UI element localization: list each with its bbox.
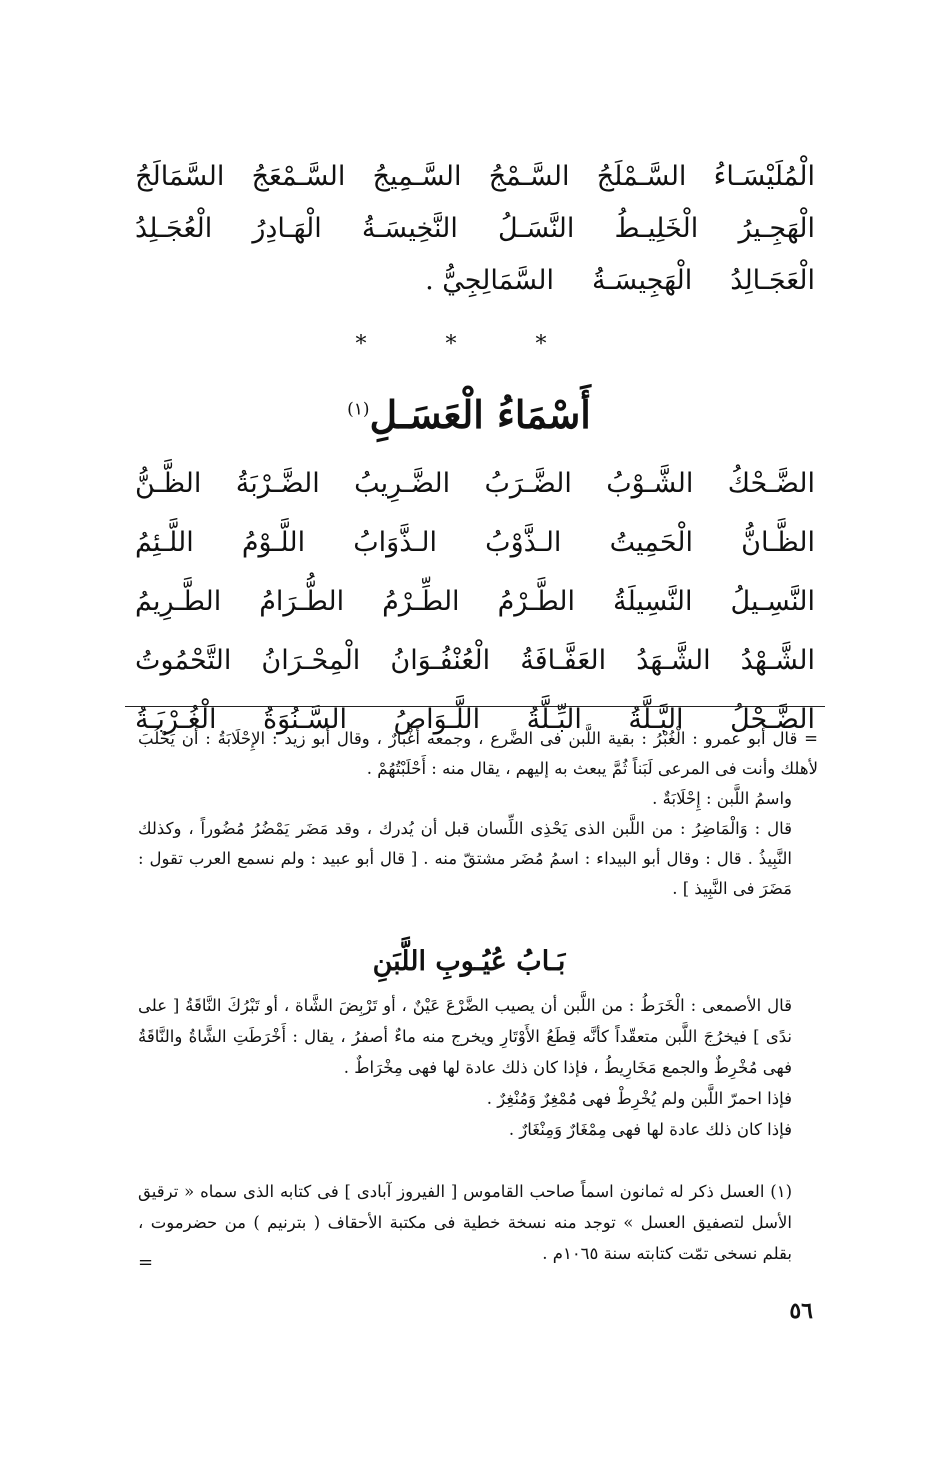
word: السَّـمِيجُ [372,160,462,192]
word: الشَّـهَدُ [636,645,711,676]
word: الضَّـرِيبُ [354,468,451,499]
word: اللَّـوْمُ [241,527,306,558]
word: الضَّـحْلُ [730,704,815,735]
word: السَّـمْلَجُ [596,160,687,192]
word: البَّـلَّةُ [628,704,684,735]
word: الـذَّوَابُ [353,527,438,558]
word: الظَّـنُّ [135,468,202,499]
word: النَّخِيسَـةُ [361,212,458,244]
footnote-text: (١) العسل ذكر له ثمانون اسماً صاحب القاموس [ الفيروز آبادى ] فى كتابه الذى سماه « ترقيق الأسل لتصفيق العسل » توجد منه نسخة خطية فى مكتبة الأحقاف ( بترنيم ) من حضرموت ، بقلم نسخى تمّت كتابته سنة ١٠٦٥م . [138,1182,792,1263]
word: الضَّـرْبَةُ [235,468,320,499]
body-paragraph: فإذا احمرّ اللَّبن ولم يُخْرِطْ فهى مُمْغِرٌ وَمُنْغِرٌ . [486,1089,792,1108]
word-row [135,202,815,254]
word: الـذَّوْبُ [485,527,562,558]
section-title-text: أَسْمَاءُ الْعَسَـلِ [369,392,591,437]
note-paragraph: = قال أبو عمرو : الْغُبْرُ : بقية اللَّبن فى الضَّرع ، وجمعه أَغْبارٌ ، وقال أبو زيد : الإِحْلَابَةُ : أن يَحْلُبَ لأهلك وأنت فى المرعى لَبَناً ثُمَّ يبعث به إليهم ، يقال منه : أَحْلَبْتُهُمْ . [138,729,818,778]
section-divider-stars: * * * [355,332,583,357]
continued-notes [138,724,818,904]
word-row [135,254,815,306]
word: الْعُجَـلِدُ [135,212,213,244]
word: الْعُنْفُـوَانُ [390,645,491,676]
word: البِّـلَّةُ [526,704,582,735]
word: الْمِحْـرَانُ [261,645,361,676]
word: اللَّـوَاصُ [393,704,481,735]
word: الشَّـوْبُ [606,468,694,499]
word: اللَّـئِمُ [135,527,194,558]
word: الطَّـرِيمُ [135,586,222,617]
word-row [135,572,815,631]
word: السَّـنُوَةُ [263,704,347,735]
word: السَّـمْعَجُ [251,160,346,192]
word: الطِّـرْمُ [382,586,460,617]
word: الْهَجِـيرُ [738,212,815,244]
section-title [0,392,938,437]
word: السَّمَالِجِيُّ . [425,264,555,296]
honey-names-list [135,454,815,749]
word: الشَّـهْدُ [740,645,815,676]
word: الظَّـانُّ [741,527,815,558]
word: الْغُـرْبَـةُ [135,704,217,735]
word: النَّسِيلَةُ [612,586,693,617]
word: السَّـمْجُ [488,160,570,192]
footnote [138,1176,818,1269]
word: الْعَجَـالِدُ [730,264,815,296]
word-row [135,454,815,513]
chapter-title: بَـابُ عُيُـوبِ اللَّبَنِ [372,946,566,977]
word: التَّحْمُوتُ [135,645,232,676]
word: العَفَّـافَةُ [520,645,607,676]
word: الْحَمِيتُ [609,527,694,558]
word: السَّمَالَجُ [135,160,225,192]
word: الضَّـحْكُ [727,468,815,499]
word: الطُّـرَامُ [259,586,345,617]
page-number: ٥٦ [789,1298,813,1324]
word: الْهَـادِرُ [252,212,322,244]
word: الْمُلَيْسَـاءُ [713,160,815,192]
footnote-continuation-mark: = [138,1252,154,1273]
top-word-list [135,150,815,306]
body-paragraph: قال الأصمعى : الْخَرَطُ : من اللَّبن أن يصيب الضَّرْعَ عَيْنٌ ، أو تَرْبِضَ الشَّاة ، أو تَبْرُكَ النَّاقَةُ [ على ندًى ] فيخرُجَ اللَّبن متعقّداً كأنَّه قِطَعُ الأَوْتَارِ ويخرج منه ماءٌ أصفرُ ، يقال : أَخْرَطَتِ الشَّاةُ والنَّاقَةُ فهى مُخْرِطٌ والجمع مَخَارِيطُ ، فإذا كان ذلك عادة لها فهى مِخْرَاطٌ . [138,996,792,1077]
word: الْخَلِيـطُ [614,212,699,244]
word: الْهَجِيسَـةُ [592,264,693,296]
word: الطَّـرْمُ [497,586,575,617]
word-row [135,150,815,202]
word: النَّسَـلُ [498,212,575,244]
footnote-separator [125,706,825,707]
footnote-marker: (١) [347,399,370,420]
chapter-body [138,990,818,1145]
word: الضَّـرَبُ [484,468,572,499]
word-row [135,513,815,572]
body-paragraph: فإذا كان ذلك عادة لها فهى مِمْغَارٌ وَمِنْغَارٌ . [508,1120,792,1139]
word-row [135,631,815,690]
word: النَّسِـيلُ [730,586,815,617]
note-paragraph: قال : وَالْمَاضِرُ : من اللَّبن الذى يَحْذِى اللِّسان قبل أن يُدرك ، وقد مَضَر يَمْضُرُ مُضُوراً ، وكذلك النَّبِيذُ . قال : وقال أبو البيداء : اسمُ مُضَر مشتقّ منه . [ قال أبو عبيد : ولم نسمع العرب تقول : مَضَرَ فى النَّبِيذ ] . [138,819,792,898]
note-paragraph: واسمُ اللَّبن : إِحْلَابَةٌ . [652,789,792,808]
